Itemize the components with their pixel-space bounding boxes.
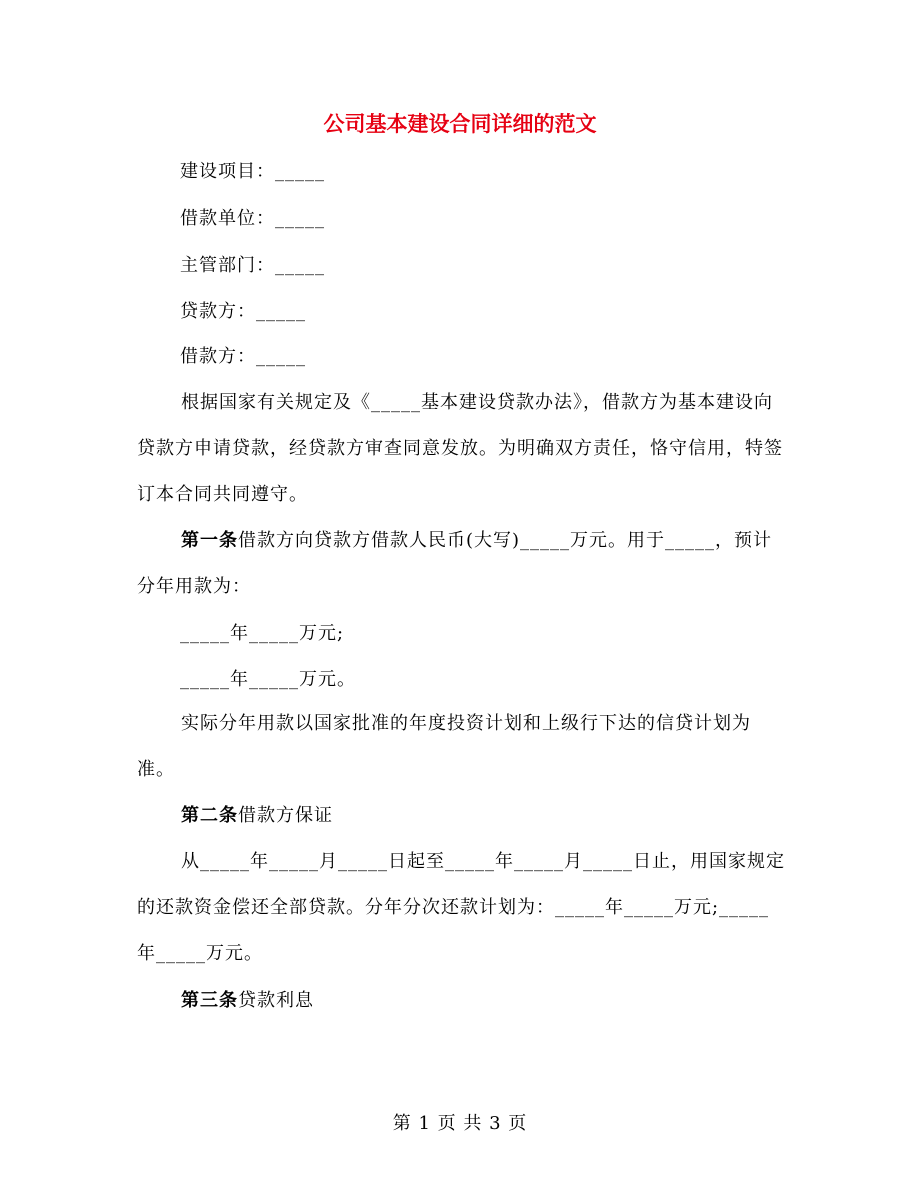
year-line-2: _____年_____万元。 (180, 669, 356, 690)
intro-paragraph: 根据国家有关规定及《_____基本建设贷款办法》，借款方为基本建设向贷款方申请贷款，经贷款方审查同意发放。为明确双方责任，恪守信用，特签订本合同共同遵守。 (137, 392, 783, 505)
article-2-heading: 第二条 (181, 805, 238, 826)
article-2-paragraph (137, 793, 787, 839)
year-line-1: _____年_____万元; (180, 623, 345, 644)
field-project: 建设项目：_____ (180, 161, 325, 182)
document-title: 公司基本建设合同详细的范文 (323, 111, 597, 136)
actual-paragraph: 实际分年用款以国家批准的年度投资计划和上级行下达的信贷计划为准。 (137, 713, 751, 780)
article-3-heading: 第三条 (181, 990, 238, 1011)
article-1-paragraph (137, 518, 787, 610)
field-lender: 贷款方：_____ (180, 301, 306, 322)
field-borrower: 借款方：_____ (180, 346, 306, 367)
field-supervisor: 主管部门：_____ (180, 255, 325, 276)
article-3-paragraph (137, 978, 787, 1024)
article-3-text: 贷款利息 (238, 990, 314, 1011)
article-1-heading: 第一条 (181, 530, 238, 551)
page-footer: 第 1 页 共 3 页 (392, 1113, 528, 1134)
field-borrower-unit: 借款单位：_____ (180, 208, 325, 229)
repay-paragraph: 从_____年_____月_____日起至_____年_____月_____日止，用国家规定的还款资金偿还全部贷款。分年分次还款计划为：_____年_____万元;_____年_____万元。 (137, 851, 785, 964)
article-1-text: 借款方向贷款方借款人民币(大写)_____万元。用于_____，预计分年用款为： (137, 530, 773, 597)
article-2-text: 借款方保证 (238, 805, 333, 826)
